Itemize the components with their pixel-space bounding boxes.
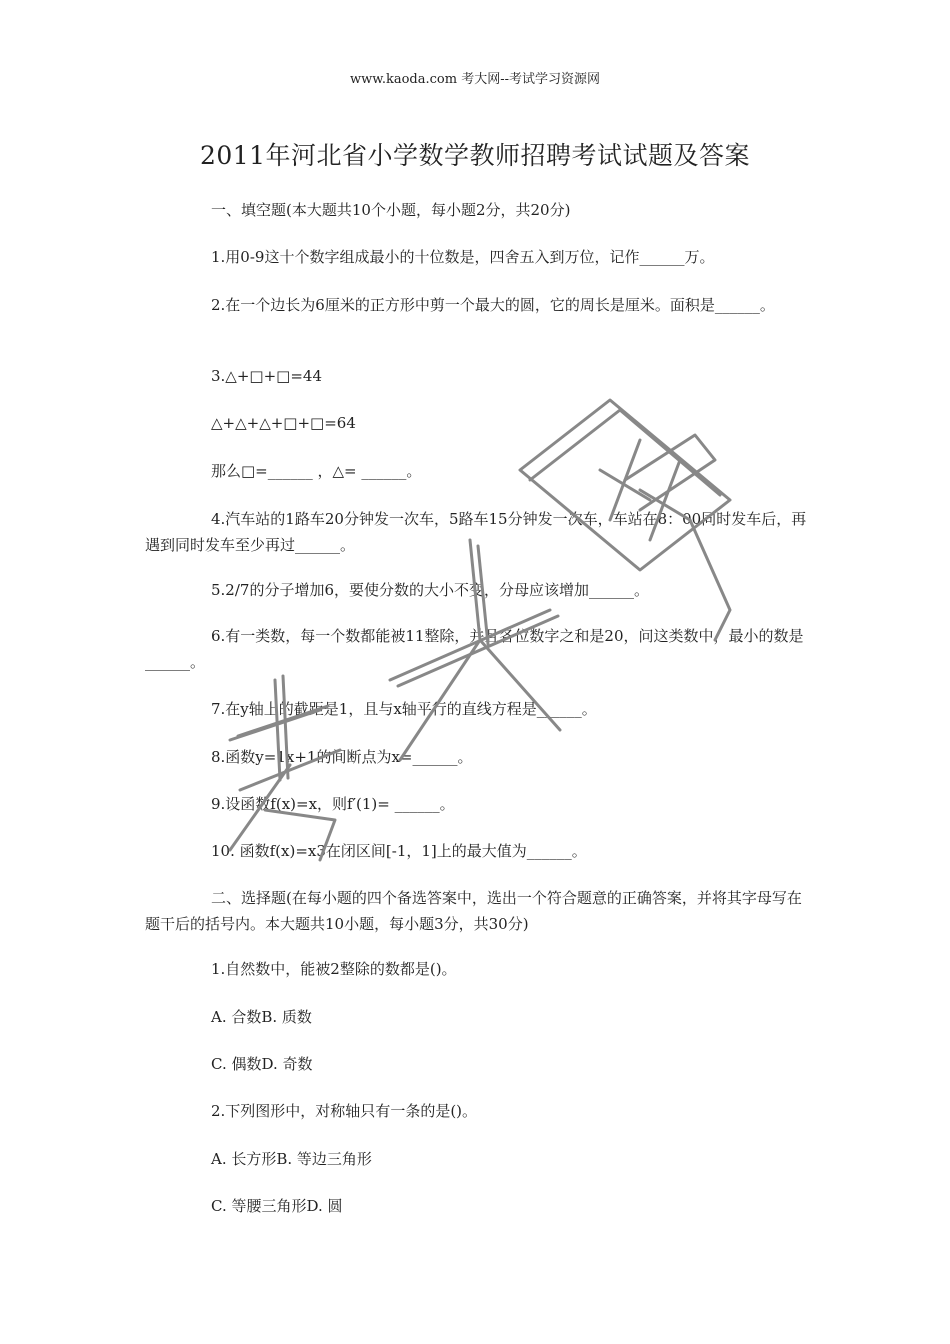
section-1-heading: 一、填空题(本大题共10个小题，每小题2分，共20分)	[211, 201, 571, 219]
question-text: 6.有一类数，每一个数都能被11整除，并且各位数字之和是20，问这类数中，最小的数是______。	[145, 627, 804, 671]
question-text: 10. 函数f(x)=x3在闭区间[-1，1]上的最大值为______。	[211, 842, 587, 860]
question-text: 7.在y轴上的截距是1，且与x轴平行的直线方程是______。	[211, 700, 597, 718]
question-text: 5.2/7的分子增加6，要使分数的大小不变，分母应该增加______。	[211, 581, 649, 599]
option-text: A. 长方形B. 等边三角形	[211, 1150, 372, 1168]
question-text: 1.用0-9这十个数字组成最小的十位数是，四舍五入到万位，记作______万。	[211, 248, 715, 266]
option-text: C. 等腰三角形D. 圆	[211, 1197, 343, 1215]
question-text: △+△+△+□+□=64	[211, 414, 356, 432]
question-text: 3.△+□+□=44	[211, 367, 322, 385]
site-header: www.kaoda.com 考大网--考试学习资源网	[350, 72, 600, 87]
question-text: 9.设函数f(x)=x，则f′(1)= ______。	[211, 795, 455, 813]
question-text: 那么□=______ ，△= ______。	[211, 462, 422, 480]
question-text: 1.自然数中，能被2整除的数都是()。	[211, 960, 457, 978]
question-text: 8.函数y=1x+1的间断点为x=______。	[211, 748, 473, 766]
question-text: 4.汽车站的1路车20分钟发一次车，5路车15分钟发一次车，车站在8：00同时发车后，再遇到同时发车至少再过______。	[145, 510, 807, 554]
page-title: 2011年河北省小学数学教师招聘考试试题及答案	[199, 141, 751, 170]
question-text: 2.下列图形中，对称轴只有一条的是()。	[211, 1102, 478, 1120]
question-text: 2.在一个边长为6厘米的正方形中剪一个最大的圆，它的周长是厘米。面积是______。	[211, 296, 775, 314]
section-2-heading: 二、选择题(在每小题的四个备选答案中，选出一个符合题意的正确答案，并将其字母写在题干后的括号内。本大题共10小题，每小题3分，共30分)	[145, 889, 802, 933]
option-text: C. 偶数D. 奇数	[211, 1055, 313, 1073]
option-text: A. 合数B. 质数	[211, 1008, 312, 1026]
